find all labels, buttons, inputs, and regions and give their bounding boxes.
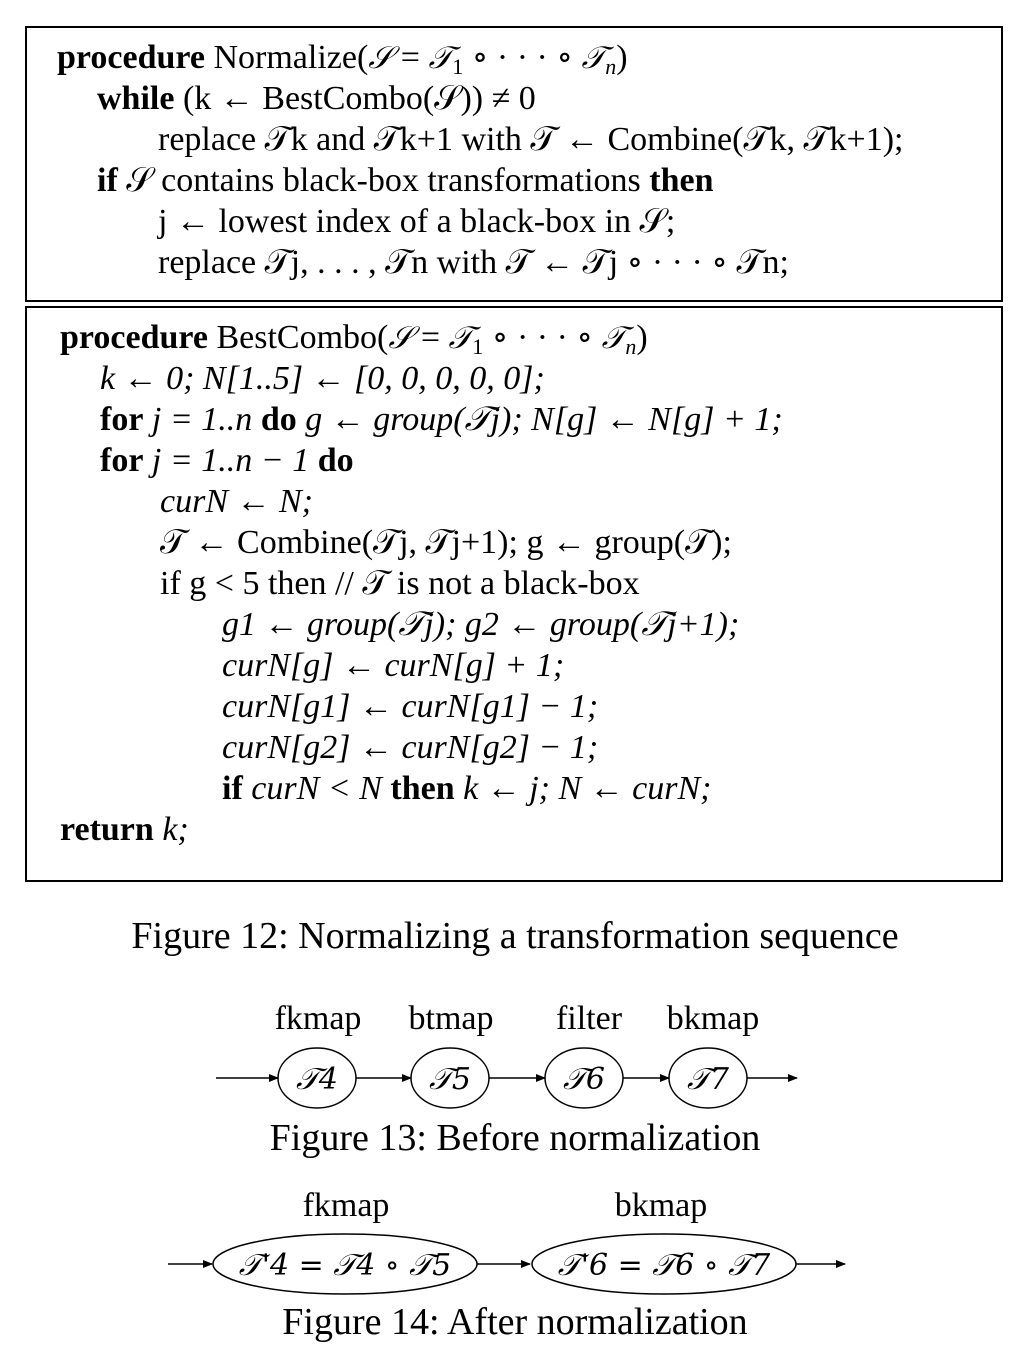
fig14-node-t4prime-label: 𝒯'4 = 𝒯4 ∘ 𝒯5	[238, 1248, 452, 1283]
fig13-label-fkmap: fkmap	[274, 1000, 362, 1037]
figure-13-diagram	[216, 1048, 797, 1108]
figure-14-caption: Figure 14: After normalization	[282, 1301, 748, 1343]
keyword-then: then	[649, 162, 714, 199]
keyword-procedure: procedure	[57, 39, 205, 76]
bestcombo-line-8: g1 ← group(𝒯j); g2 ← group(𝒯j+1);	[222, 606, 740, 643]
procedure-name: BestCombo(	[216, 319, 389, 356]
keyword-while: while	[97, 80, 175, 117]
fig14-label-bkmap: bkmap	[614, 1187, 708, 1224]
normalize-line-6: replace 𝒯j, . . . , 𝒯n with 𝒯 ← 𝒯j ∘ · · · ∘ 𝒯n;	[158, 244, 789, 281]
bestcombo-line-11: curN[g2] ← curN[g2] − 1;	[222, 729, 599, 766]
then-body: k ← j; N ← curN;	[463, 770, 712, 807]
bestcombo-line-6: 𝒯 ← Combine(𝒯j, 𝒯j+1); g ← group(𝒯);	[160, 524, 732, 561]
fig13-node-t4-label: 𝒯4	[295, 1062, 339, 1097]
fig14-label-fkmap: fkmap	[302, 1187, 390, 1224]
if-condition: curN < N	[251, 770, 382, 807]
fig13-node-t6-label: 𝒯6	[562, 1062, 606, 1097]
fig13-label-btmap: btmap	[408, 1000, 494, 1037]
figure-14-diagram	[168, 1234, 845, 1294]
bestcombo-line-7: if g < 5 then // 𝒯 is not a black-box	[160, 565, 640, 602]
fig13-node-t5-label: 𝒯5	[428, 1062, 472, 1097]
fig13-label-bkmap: bkmap	[666, 1000, 760, 1037]
return-value: k;	[162, 811, 189, 848]
figure-12-caption: Figure 12: Normalizing a transformation sequence	[131, 915, 899, 957]
keyword-if: if	[97, 162, 118, 199]
loop-range: j = 1..n − 1	[151, 442, 310, 479]
keyword-do: do	[317, 442, 354, 479]
bestcombo-line-1: procedure BestCombo(𝒮 = 𝒯$_1$ ∘ · · · ∘ 𝒯$_n$)	[60, 319, 648, 359]
keyword-then: then	[390, 770, 455, 807]
bestcombo-line-9: curN[g] ← curN[g] + 1;	[222, 647, 565, 684]
keyword-procedure: procedure	[60, 319, 208, 356]
loop-body: g ← group(𝒯j); N[g] ← N[g] + 1;	[305, 401, 783, 438]
keyword-do: do	[260, 401, 297, 438]
if-condition: 𝒮 contains black-box transformations	[126, 162, 641, 199]
normalize-line-3: replace 𝒯k and 𝒯k+1 with 𝒯 ← Combine(𝒯k, 𝒯k+1);	[158, 121, 904, 158]
bestcombo-line-5: curN ← N;	[160, 483, 313, 520]
bestcombo-line-10: curN[g1] ← curN[g1] − 1;	[222, 688, 599, 725]
keyword-for: for	[100, 442, 144, 479]
normalize-line-1: procedure Normalize(𝒮 = 𝒯$_1$ ∘ · · · ∘ 𝒯$_n$)	[57, 39, 628, 79]
normalize-line-5: j ← lowest index of a black-box in 𝒮;	[158, 203, 676, 240]
keyword-return: return	[60, 811, 154, 848]
fig13-label-filter: filter	[555, 1000, 623, 1037]
figure-13-caption: Figure 13: Before normalization	[269, 1117, 761, 1159]
while-condition: (k ← BestCombo(𝒮)) ≠ 0	[182, 80, 536, 117]
keyword-for: for	[100, 401, 144, 438]
fig14-node-t6prime-label: 𝒯'6 = 𝒯6 ∘ 𝒯7	[557, 1248, 771, 1283]
loop-range: j = 1..n	[151, 401, 253, 438]
fig13-node-t7-label: 𝒯7	[686, 1062, 730, 1097]
bestcombo-line-2: k ← 0; N[1..5] ← [0, 0, 0, 0, 0];	[100, 360, 545, 397]
keyword-if: if	[222, 770, 243, 807]
procedure-name: Normalize(	[213, 39, 369, 76]
